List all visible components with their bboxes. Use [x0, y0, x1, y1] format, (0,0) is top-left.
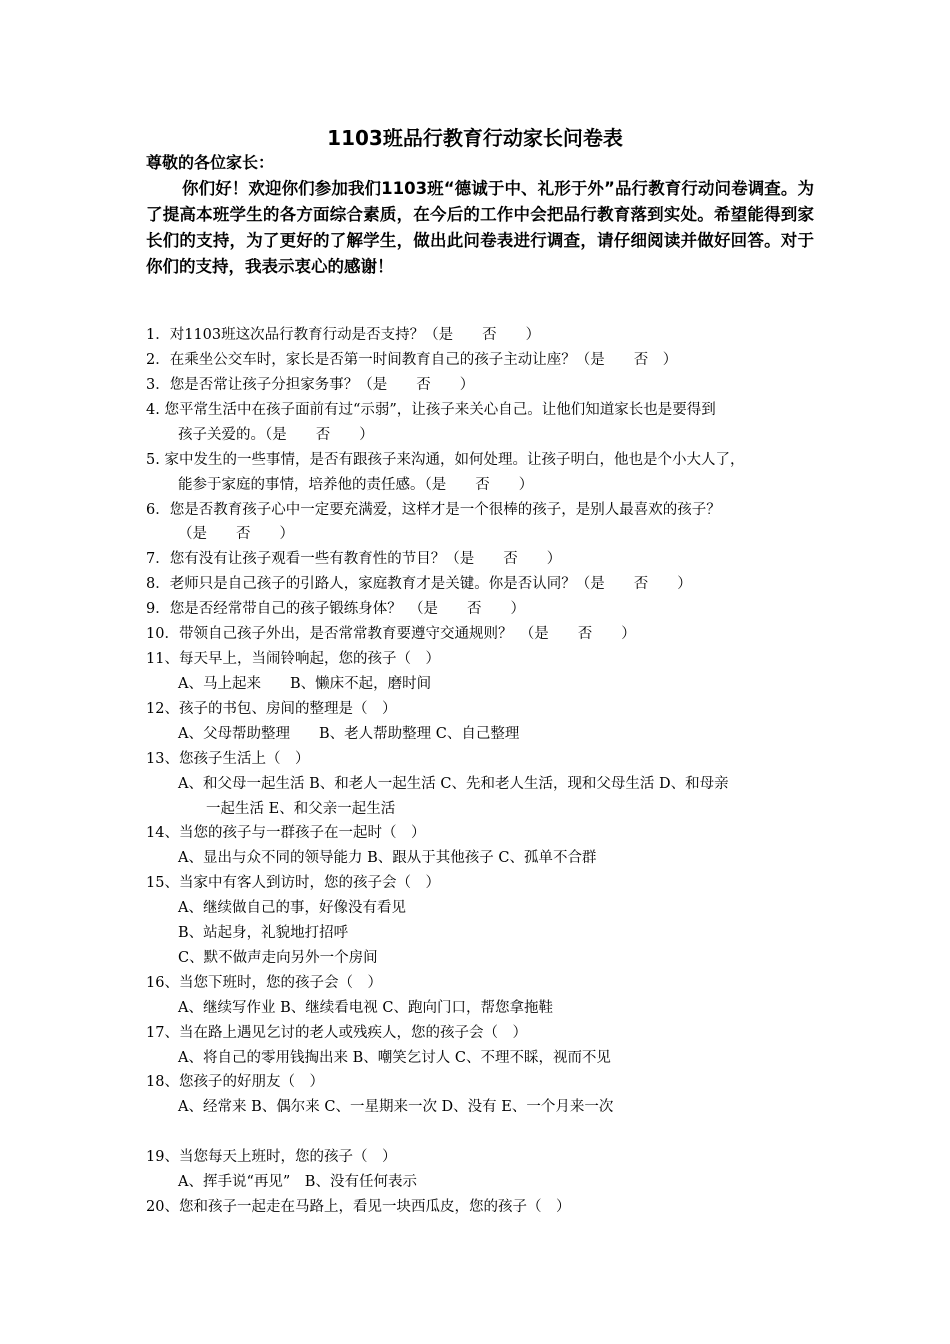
option-line: A、经常来 B、偶尔来 C、一星期来一次 D、没有 E、一个月来一次 [178, 1099, 614, 1115]
question-line: 1．对1103班这次品行教育行动是否支持？（是 否 ） [146, 327, 541, 343]
option-line: A、挥手说“再见” B、没有任何表示 [178, 1174, 417, 1190]
question-line: （是 否 ） [178, 526, 294, 542]
question-line: 10．带领自己孩子外出，是否常常教育要遵守交通规则？ （是 否 ） [146, 626, 636, 642]
question-line: 12、孩子的书包、房间的整理是（ ） [146, 701, 397, 717]
question-line: 11、每天早上，当闹铃响起，您的孩子（ ） [146, 651, 440, 667]
question-line: 5. 家中发生的一些事情，是否有跟孩子来沟通，如何处理。让孩子明白，他也是个小大人了， [146, 452, 745, 468]
question-line: 能参于家庭的事情，培养他的责任感。（是 否 ） [178, 477, 534, 493]
question-line: 6．您是否教育孩子心中一定要充满爱，这样才是一个很棒的孩子，是别人最喜欢的孩子？ [146, 502, 721, 518]
question-line: 13、您孩子生活上（ ） [146, 751, 310, 767]
option-line: A、继续做自己的事，好像没有看见 [178, 900, 406, 916]
salutation: 尊敬的各位家长： [146, 153, 275, 172]
question-line: 9．您是否经常带自己的孩子锻练身体？ （是 否 ） [146, 601, 525, 617]
option-line: A、马上起来 B、懒床不起，磨时间 [178, 676, 432, 692]
option-line: A、继续写作业 B、继续看电视 C、跑向门口，帮您拿拖鞋 [178, 1000, 553, 1016]
document-title: 1103班品行教育行动家长问卷表 [327, 126, 623, 150]
question-line: 2．在乘坐公交车时，家长是否第一时间教育自己的孩子主动让座？（是 否 ） [146, 352, 678, 368]
question-line: 孩子关爱的。（是 否 ） [178, 427, 374, 443]
option-line: C、默不做声走向另外一个房间 [178, 950, 378, 966]
intro-paragraph: 你们好！欢迎你们参加我们1103班“德诚于中、礼形于外”品行教育行动问卷调查。为了提高本班学生的各方面综合素质，在今后的工作中会把品行教育落到实处。希望能得到家长们的支持，为了更好的了解学生，做出此问卷表进行调查，请仔细阅读并做好回答。对于你们的支持，我表示衷心的感谢！ [146, 179, 814, 276]
question-line: 20、您和孩子一起走在马路上，看见一块西瓜皮，您的孩子（ ） [146, 1199, 571, 1215]
question-line: 7．您有没有让孩子观看一些有教育性的节目？（是 否 ） [146, 551, 562, 567]
option-line: A、将自己的零用钱掏出来 B、嘲笑乞讨人 C、不理不睬，视而不见 [178, 1050, 611, 1066]
option-line: A、和父母一起生活 B、和老人一起生活 C、先和老人生活，现和父母生活 D、和母亲 [178, 776, 729, 792]
question-line: 3．您是否常让孩子分担家务事？（是 否 ） [146, 377, 475, 393]
question-line: 19、当您每天上班时，您的孩子（ ） [146, 1149, 397, 1165]
question-line: 8．老师只是自己孩子的引路人，家庭教育才是关键。你是否认同？（是 否 ） [146, 576, 692, 592]
question-line: 17、当在路上遇见乞讨的老人或残疾人，您的孩子会（ ） [146, 1025, 527, 1041]
question-line: 16、当您下班时，您的孩子会（ ） [146, 975, 382, 991]
question-line: 4. 您平常生活中在孩子面前有过“示弱”，让孩子来关心自己。让他们知道家长也是要得到 [146, 402, 716, 418]
question-line: 14、当您的孩子与一群孩子在一起时（ ） [146, 825, 426, 841]
option-line: B、站起身，礼貌地打招呼 [178, 925, 349, 941]
option-line: 一起生活 E、和父亲一起生活 [206, 801, 396, 817]
question-line: 18、您孩子的好朋友（ ） [146, 1074, 324, 1090]
option-line: A、显出与众不同的领导能力 B、跟从于其他孩子 C、孤单不合群 [178, 850, 597, 866]
question-line: 15、当家中有客人到访时，您的孩子会（ ） [146, 875, 440, 891]
option-line: A、父母帮助整理 B、老人帮助整理 C、自己整理 [178, 726, 520, 742]
